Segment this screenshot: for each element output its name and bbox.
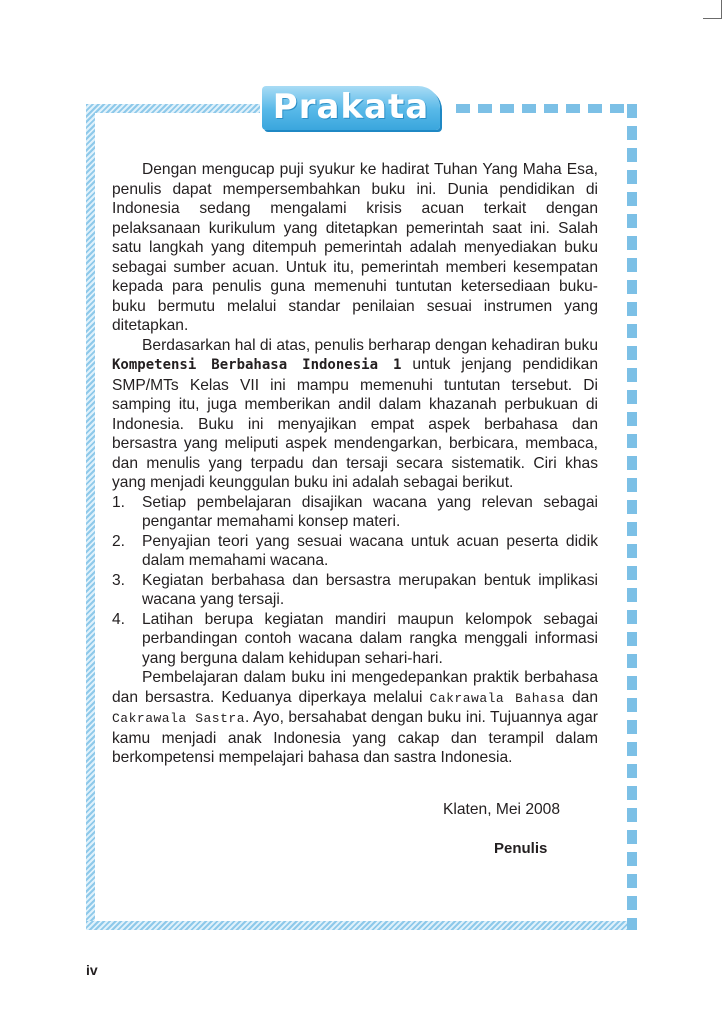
place-date: Klaten, Mei 2008	[443, 801, 561, 818]
paragraph-2-text-b: untuk jenjang pendidikan SMP/MTs Kelas VII ini mampu memenuhi tuntutan tersebut. Di samping itu, juga memberikan andil dalam khazanah perbukuan di Indonesia. Buku ini menyajikan empat aspek berbahasa dan bersastra yang meliputi aspek mendengarkan, berbicara, membaca, dan menulis yang terpadu dan tersaji secara sistematik. Ciri khas yang menjadi keunggulan buku ini adalah sebagai berikut.	[112, 356, 598, 491]
preface-body	[112, 160, 598, 768]
frame-bottom-border	[86, 921, 637, 930]
list-item-number: 3.	[112, 571, 126, 589]
paragraph-3	[112, 668, 598, 768]
term-cakrawala-sastra: Cakrawala Sastra	[112, 711, 246, 726]
author-signature: Penulis	[494, 840, 548, 857]
list-item	[112, 532, 598, 571]
frame-left-border	[86, 104, 95, 930]
list-item	[112, 571, 598, 610]
list-item-number: 2.	[112, 532, 126, 550]
page-title: Prakata	[272, 87, 430, 127]
feature-list	[112, 493, 598, 669]
list-item-text: Latihan berupa kegiatan mandiri maupun kelompok sebagai perbandingan contoh wacana dalam rangka menggali informasi yang berguna dalam kehidupan sehari-hari.	[142, 610, 598, 667]
frame-top-dashes	[456, 104, 637, 113]
page-number: iv	[86, 962, 98, 978]
list-item-number: 1.	[112, 493, 126, 511]
frame-right-dashes	[627, 104, 637, 930]
title-tab	[262, 86, 440, 130]
paragraph-1: Dengan mengucap puji syukur ke hadirat Tuhan Yang Maha Esa, penulis dapat mempersembahkan buku ini. Dunia pendidikan di Indonesia sedang mengalami krisis acuan terkait dengan pelaksanaan kurikulum yang ditetapkan pemerintah saat ini. Salah satu langkah yang ditempuh pemerintah adalah menyediakan buku sebagai sumber acuan. Untuk itu, pemerintah memberi kesempatan kepada para penulis guna memenuhi tuntutan ketersediaan buku-buku bermutu melalui standar penilaian sesuai instrumen yang ditetapkan.	[112, 161, 598, 334]
paragraph-3-text-a: Pembelajaran dalam buku ini mengedepankan praktik berbahasa dan bersastra. Keduanya diperkaya melalui	[112, 669, 598, 706]
list-item-text: Setiap pembelajaran disajikan wacana yang relevan sebagai pengantar memahami konsep materi.	[142, 493, 598, 530]
crop-mark	[703, 0, 722, 19]
list-item	[112, 610, 598, 669]
list-item	[112, 493, 598, 532]
list-item-number: 4.	[112, 610, 126, 628]
book-title: Kompetensi Berbahasa Indonesia 1	[112, 357, 402, 373]
list-item-text: Penyajian teori yang sesuai wacana untuk acuan peserta didik dalam memahami wacana.	[142, 532, 598, 569]
frame-top-border	[86, 104, 260, 113]
list-item-text: Kegiatan berbahasa dan bersastra merupakan bentuk implikasi wacana yang tersaji.	[142, 571, 598, 608]
paragraph-3-text-b: dan	[565, 688, 598, 706]
paragraph-2	[112, 336, 598, 493]
paragraph-2-text-a: Berdasarkan hal di atas, penulis berharap dengan kehadiran buku	[142, 336, 599, 354]
term-cakrawala-bahasa: Cakrawala Bahasa	[429, 690, 565, 706]
paragraph-3-text-c: . Ayo, bersahabat dengan buku ini. Tujuannya agar kamu menjadi anak Indonesia yang cakap dan terampil dalam berkompetensi mempelajari bahasa dan sastra Indonesia.	[112, 709, 598, 766]
